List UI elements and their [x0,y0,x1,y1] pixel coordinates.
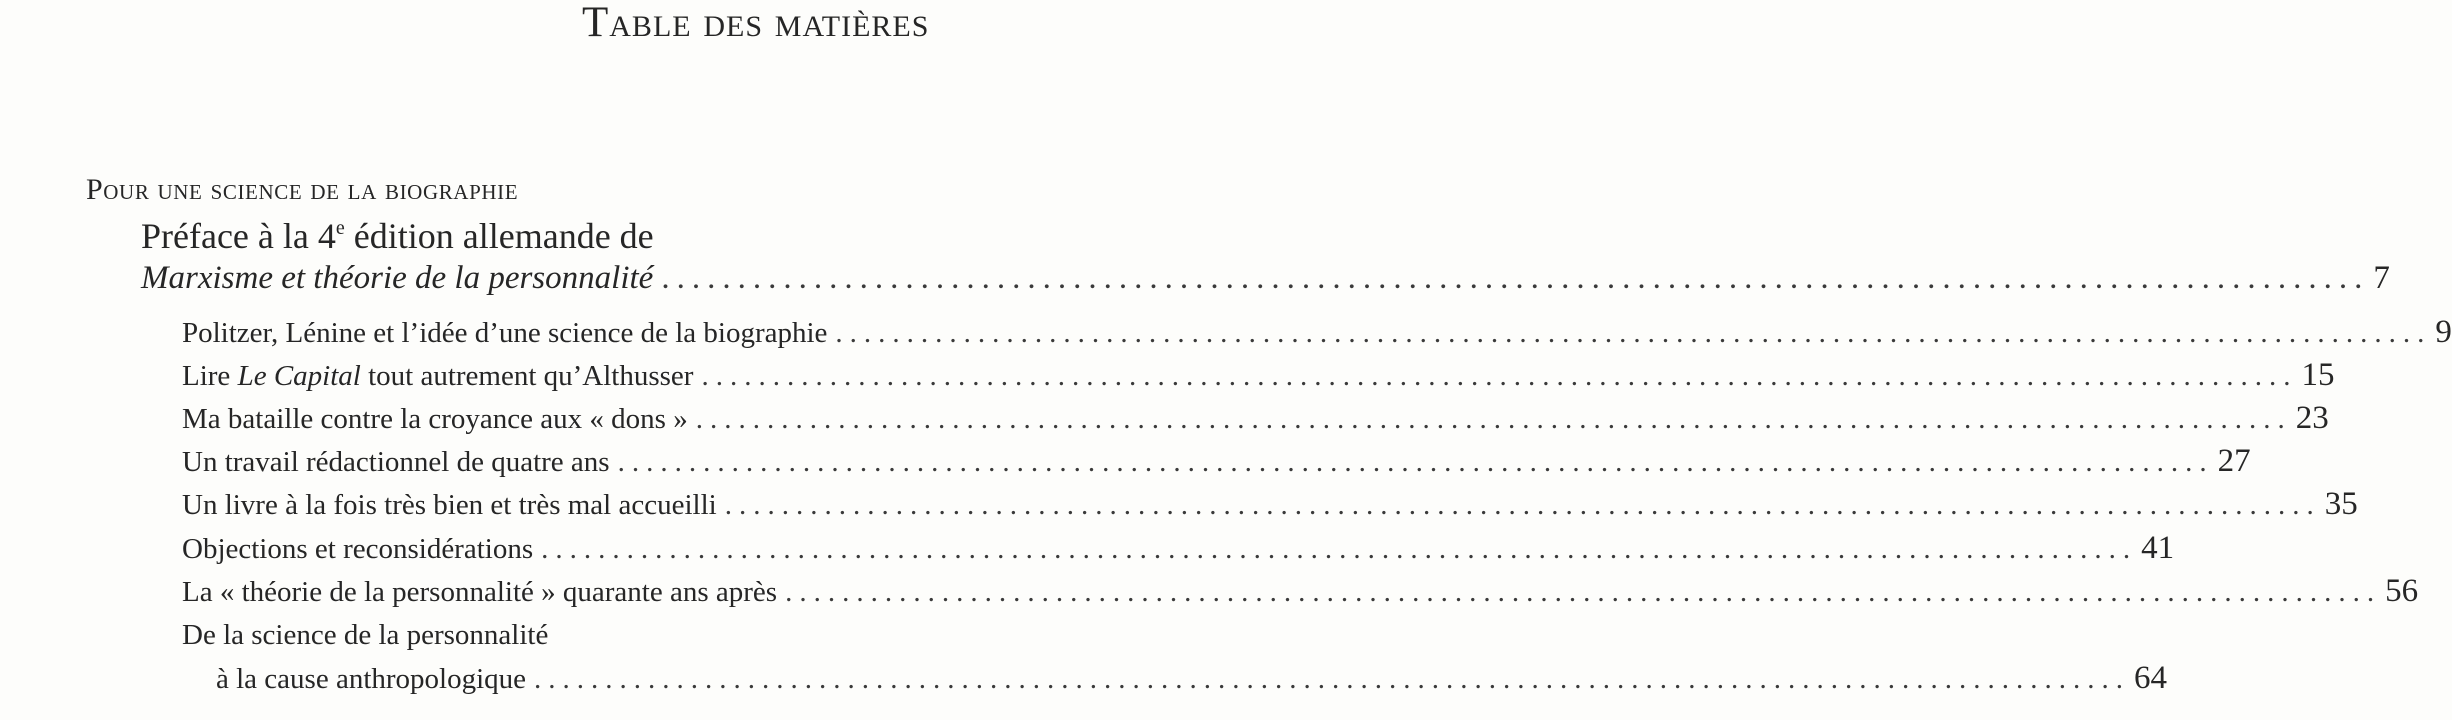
toc-page-number: 35 [2324,486,2358,522]
toc-entry-label: Ma bataille contre la croyance aux « dons » [182,403,688,435]
toc-page-number: 56 [2385,573,2419,609]
toc-entry-label: Un travail rédactionnel de quatre ans [182,446,610,478]
toc-page-number: 64 [2134,660,2168,696]
toc-page-number: 23 [2295,400,2329,436]
toc-page-number: 27 [2217,443,2251,479]
toc-entry-label: Marxisme et théorie de la personnalité [141,260,654,296]
toc-page-number: 41 [2141,530,2175,566]
dot-leader: ................................................................................................................ [835,317,2432,349]
dot-leader: ................................................................................................................ [695,403,2292,435]
toc-page-number: 15 [2301,357,2335,393]
toc-entry-label: Un livre à la fois très bien et très mal accueilli [182,489,717,521]
dot-leader: ................................................................................................................ [541,533,2138,565]
dot-leader: ................................................................................................................ [617,446,2214,478]
dot-leader: ................................................................................................................ [785,576,2382,608]
toc-entry-label: Objections et reconsidérations [182,533,534,565]
toc-entry-label-line1: De la science de la personnalité [182,619,549,651]
toc-entry-label: La « théorie de la personnalité » quarante ans après [182,576,778,608]
toc-entry-label: Politzer, Lénine et l’idée d’une science de la biographie [182,317,828,349]
page-title: Table des matières [582,0,930,46]
toc-entry[interactable] [216,660,2168,697]
toc-entry[interactable] [182,530,2175,567]
section-heading: Pour une science de la biographie [86,173,519,206]
toc-entry[interactable] [182,443,2251,480]
dot-leader: ................................................................................................................ [661,260,2370,296]
ordinal-superscript: e [335,217,345,239]
toc-entry[interactable] [182,314,2452,351]
toc-entry[interactable] [182,573,2419,610]
dot-leader: ................................................................................................................ [701,360,2298,392]
dot-leader: ................................................................................................................ [534,663,2131,695]
toc-entry[interactable] [182,400,2329,437]
preface-title-line1: Préface à la 4e édition allemande de [141,216,654,256]
toc-entry[interactable] [182,486,2358,523]
toc-entry-preface[interactable] [141,258,2390,298]
toc-entry-label: à la cause anthropologique [216,663,527,695]
toc-entry-label: Lire Le Capital tout autrement qu’Althusser [182,360,694,392]
toc-entry[interactable] [182,357,2335,394]
toc-page-number: 7 [2373,260,2390,296]
toc-page-number: 9 [2435,314,2452,350]
dot-leader: ................................................................................................................ [724,489,2321,521]
